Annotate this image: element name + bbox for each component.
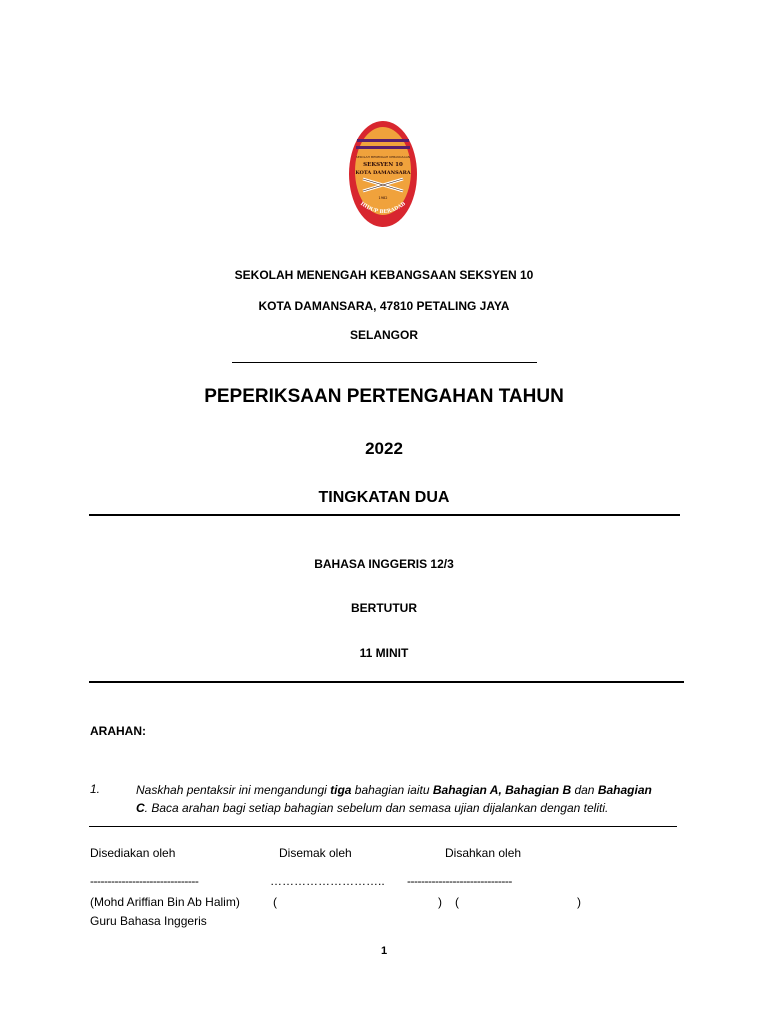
page-number: 1 (380, 945, 388, 957)
exam-title: PEPERIKSAAN PERTENGAHAN TAHUN (204, 386, 564, 407)
school-address: KOTA DAMANSARA, 47810 PETALING JAYA (258, 299, 510, 313)
crest-line1: SEKSYEN 10 (363, 162, 403, 168)
exam-info-divider (89, 681, 684, 683)
approved-by-close-paren: ) (577, 895, 581, 909)
exam-subject: BAHASA INGGERIS 12/3 (314, 557, 454, 571)
prepared-by-name: (Mohd Ariffian Bin Ab Halim) (90, 895, 240, 909)
checked-by-close-paren: ) (438, 895, 442, 909)
crest-top-text: SEKOLAH MENENGAH KEBANGSAAN (355, 155, 411, 159)
crest-year: 1982 (378, 196, 388, 200)
approved-signature-line: ------------------------------ (407, 874, 512, 888)
exam-year: 2022 (365, 439, 403, 458)
instructions-heading: ARAHAN: (90, 724, 146, 738)
prepared-signature-line: ------------------------------- (90, 874, 199, 888)
instruction-text: Naskhah pentaksir ini mengandungi tiga bahagian iaitu Bahagian A, Bahagian B dan Bahagian C. Baca arahan bagi setiap bahagian sebelum dan semasa ujian dijalankan dengan teliti. (136, 783, 652, 815)
school-crest-logo (347, 119, 419, 229)
approved-by-open-paren: ( (455, 895, 459, 909)
checked-by-open-paren: ( (273, 895, 277, 909)
header-divider (232, 362, 537, 363)
prepared-by-role: Guru Bahasa Inggeris (90, 914, 207, 928)
instructions-divider (89, 826, 677, 827)
exam-component: BERTUTUR (351, 601, 417, 615)
school-name: SEKOLAH MENENGAH KEBANGSAAN SEKSYEN 10 (234, 268, 534, 282)
approved-by-label: Disahkan oleh (445, 846, 522, 860)
instruction-number: 1. (90, 782, 101, 796)
checked-signature-line: ……………………….. (270, 874, 385, 888)
crest-motto: HIDUP BERADAB (359, 200, 407, 216)
exam-duration: 11 MINIT (359, 646, 409, 660)
checked-by-label: Disemak oleh (279, 846, 352, 860)
prepared-by-label: Disediakan oleh (90, 846, 176, 860)
exam-form: TINGKATAN DUA (318, 489, 450, 506)
crest-line2: KOTA DAMANSARA (355, 170, 411, 176)
title-divider (89, 514, 680, 516)
school-state: SELANGOR (349, 328, 418, 342)
